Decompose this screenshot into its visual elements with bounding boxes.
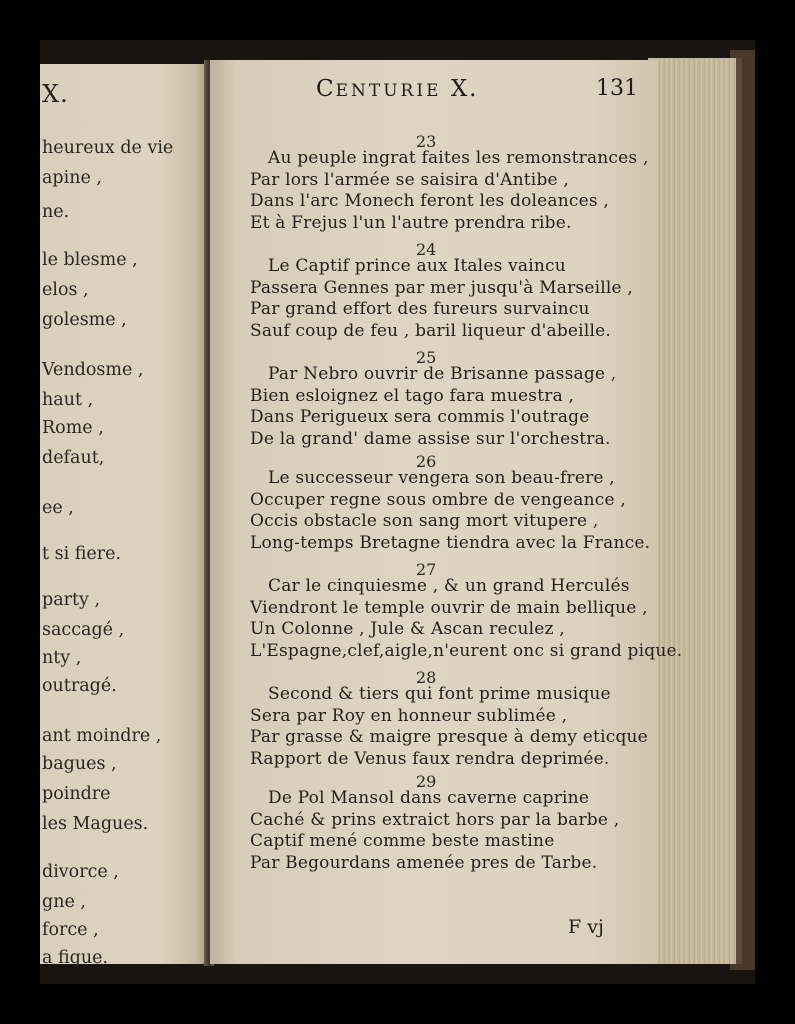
running-head-initial: C bbox=[316, 76, 336, 102]
page-number: 131 bbox=[596, 76, 638, 101]
verse-line: Second & tiers qui font prime musique bbox=[268, 684, 611, 704]
left-page-line: a figue. bbox=[42, 948, 109, 968]
page-edges bbox=[648, 58, 742, 964]
verse-line: Caché & prins extraict hors par la barbe , bbox=[250, 809, 620, 830]
verse-line: Par grasse & maigre presque à demy eticque bbox=[250, 727, 648, 747]
verse-line: Car le cinquiesme , & un grand Herculés bbox=[268, 576, 630, 596]
verse-line: Long-temps Bretagne tiendra avec la France. bbox=[250, 532, 651, 553]
running-head bbox=[316, 76, 479, 102]
verse-line: Sauf coup de feu , baril liqueur d'abeille. bbox=[250, 320, 611, 341]
left-page-line: elos , bbox=[42, 280, 89, 300]
signature-mark: F vj bbox=[568, 916, 604, 938]
left-page-line: ant moindre , bbox=[42, 726, 162, 746]
running-head-word: ENTURIE bbox=[335, 81, 442, 101]
quatrain-number: 28 bbox=[416, 668, 437, 687]
left-page-line: divorce , bbox=[42, 862, 119, 882]
quatrain-number: 23 bbox=[416, 132, 437, 151]
left-page-line: ne. bbox=[42, 202, 70, 222]
quatrain-number: 29 bbox=[416, 772, 437, 791]
left-page-line: heureux de vie bbox=[42, 138, 174, 158]
verse-line: Par Begourdans amenée pres de Tarbe. bbox=[250, 852, 598, 873]
left-page-line: poindre bbox=[42, 784, 111, 804]
verse-line: Dans Perigueux sera commis l'outrage bbox=[250, 407, 590, 427]
left-page-line: party , bbox=[42, 590, 101, 610]
verse-line: Occis obstacle son sang mort vitupere , bbox=[250, 511, 599, 531]
verse-line: Par lors l'armée se saisira d'Antibe , bbox=[250, 169, 569, 190]
running-head-numeral: X. bbox=[450, 76, 479, 102]
verse-line: De Pol Mansol dans caverne caprine bbox=[268, 788, 590, 808]
quatrain-number: 27 bbox=[416, 560, 437, 579]
left-page-line: haut , bbox=[42, 390, 94, 410]
left-page-line: Vendosme , bbox=[42, 360, 144, 380]
verse-line: Et à Frejus l'un l'autre prendra ribe. bbox=[250, 212, 572, 233]
verse-line: Rapport de Venus faux rendra deprimée. bbox=[250, 748, 610, 769]
left-page-line: outragé. bbox=[42, 676, 117, 696]
left-page-line: t si fiere. bbox=[42, 544, 122, 564]
verse-line: L'Espagne,clef,aigle,n'eurent onc si grand pique. bbox=[250, 640, 683, 661]
verse-line: Le successeur vengera son beau-frere , bbox=[268, 468, 615, 488]
left-page-line: bagues , bbox=[42, 754, 117, 774]
verse-line: Viendront le temple ouvrir de main bellique , bbox=[250, 597, 648, 618]
left-page-line: defaut, bbox=[42, 448, 105, 468]
left-page-line: le blesme , bbox=[42, 250, 138, 270]
left-page-line: Rome , bbox=[42, 418, 104, 438]
verse-line: Bien esloignez el tago fara muestra , bbox=[250, 385, 575, 406]
left-page-header: X. bbox=[42, 80, 69, 108]
left-page-line: force , bbox=[42, 920, 99, 940]
verse-line: Au peuple ingrat faites les remonstrances , bbox=[268, 148, 649, 168]
quatrain-number: 24 bbox=[416, 240, 437, 259]
verse-line: Sera par Roy en honneur sublimée , bbox=[250, 705, 568, 726]
left-page-line: golesme , bbox=[42, 310, 127, 330]
verse-line: Par grand effort des fureurs survaincu bbox=[250, 299, 590, 319]
verse-line: Par Nebro ouvrir de Brisanne passage , bbox=[268, 364, 617, 384]
left-page-line: gne , bbox=[42, 892, 86, 912]
left-page bbox=[40, 64, 208, 968]
quatrain-number: 26 bbox=[416, 452, 437, 471]
left-page-line: les Magues. bbox=[42, 814, 149, 834]
left-page-line: apine , bbox=[42, 168, 102, 188]
verse-line: Occuper regne sous ombre de vengeance , bbox=[250, 489, 626, 510]
verse-line: Dans l'arc Monech feront les doleances , bbox=[250, 191, 609, 211]
verse-line: Le Captif prince aux Itales vaincu bbox=[268, 256, 566, 276]
verse-line: Captif mené comme beste mastine bbox=[250, 831, 555, 851]
verse-line: Passera Gennes par mer jusqu'à Marseille , bbox=[250, 277, 633, 298]
book-photo bbox=[40, 40, 755, 984]
verse-line: Un Colonne , Jule & Ascan reculez , bbox=[250, 619, 565, 639]
verse-line: De la grand' dame assise sur l'orchestra. bbox=[250, 428, 611, 449]
right-page bbox=[210, 60, 683, 964]
quatrain-number: 25 bbox=[416, 348, 437, 367]
left-page-line: nty , bbox=[42, 648, 82, 668]
left-page-line: saccagé , bbox=[42, 620, 125, 640]
left-page-line: ee , bbox=[42, 498, 74, 518]
